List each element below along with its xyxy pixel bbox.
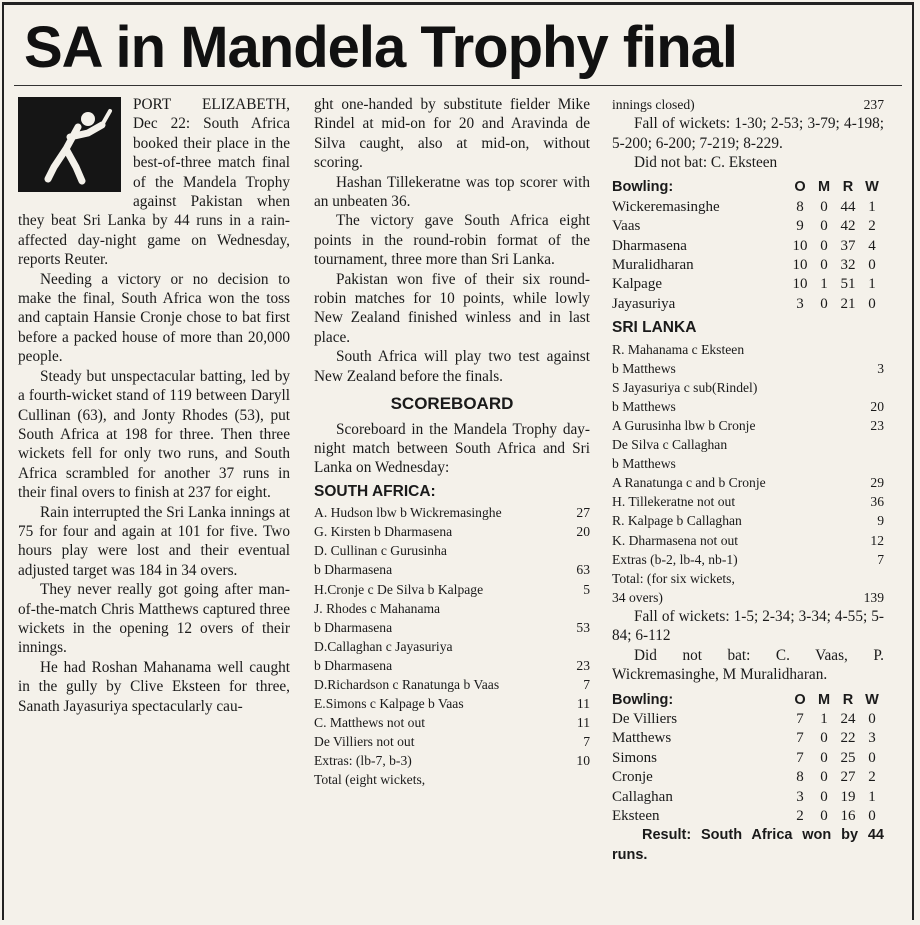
- score-line-runs: 20: [576, 524, 590, 540]
- score-line-runs: 23: [576, 657, 590, 673]
- score-line: [314, 541, 590, 560]
- bowling-figure: 16: [840, 807, 856, 824]
- sa-bowling-table: [612, 691, 884, 827]
- sa-did-not-bat: Did not bat: C. Eksteen: [634, 153, 778, 171]
- bowling-figure: 10: [792, 256, 808, 273]
- bowling-figure: 0: [868, 295, 876, 312]
- bowling-figure: 0: [820, 295, 828, 312]
- score-line: [612, 95, 884, 114]
- sa-total-line: [612, 95, 884, 114]
- score-line: [314, 656, 590, 675]
- score-line-runs: 7: [583, 676, 590, 692]
- score-line: [314, 732, 590, 751]
- score-line-runs: 9: [877, 513, 884, 529]
- bowling-figure: 3: [796, 295, 804, 312]
- bowling-figure: W: [865, 691, 879, 708]
- bowling-figure: 0: [820, 807, 828, 824]
- score-line-text: H.Cronje c De Silva b Kalpage: [314, 581, 484, 597]
- bowling-figure: 0: [820, 237, 828, 254]
- bowling-figure: 0: [868, 749, 876, 766]
- score-line: [314, 618, 590, 637]
- sa-batting-list: [314, 503, 590, 789]
- bowling-header-row: [612, 178, 884, 197]
- bowling-figure: W: [865, 179, 879, 196]
- score-line-text: b Matthews: [612, 456, 676, 472]
- bowling-figure: 4: [868, 237, 876, 254]
- bowler-name: Eksteen: [612, 807, 660, 824]
- sa-fall-of-wickets: Fall of wickets: 1-30; 2-53; 3-79; 4-198; 5-200; 6-200; 7-219; 8-229.: [612, 115, 884, 152]
- score-line: [612, 454, 884, 473]
- paragraph: South Africa will play two test against New Zealand before the finals.: [314, 348, 590, 385]
- bowling-figure: 10: [792, 276, 808, 293]
- bowling-row: [612, 295, 884, 314]
- article-column-2: [314, 95, 590, 790]
- bowling-row: [612, 256, 884, 275]
- score-line: [314, 560, 590, 579]
- sl-did-not-bat: Did not bat: C. Vaas, P. Wickremasinghe, M Muralidharan.: [612, 646, 884, 684]
- score-line-text: E.Simons c Kalpage b Vaas: [314, 696, 464, 712]
- bowling-figure: 0: [868, 710, 876, 727]
- bowler-name: Vaas: [612, 218, 641, 235]
- score-line: [314, 637, 590, 656]
- score-line-runs: 53: [576, 619, 590, 635]
- score-line-text: Extras (b-2, lb-4, nb-1): [612, 551, 738, 567]
- bowling-figure: 7: [796, 749, 804, 766]
- score-line: [314, 675, 590, 694]
- score-line: [314, 713, 590, 732]
- score-line-runs: 11: [576, 696, 590, 712]
- score-line-runs: 23: [870, 417, 884, 433]
- score-line-text: b Dharmasena: [314, 562, 393, 578]
- score-line-runs: 27: [576, 505, 590, 521]
- bowler-name: Bowling:: [612, 691, 674, 708]
- paragraph: The victory gave South Africa eight points in the round-robin format of the tournament, three more than Sri Lanka.: [314, 212, 590, 269]
- bowling-figure: 25: [840, 749, 856, 766]
- score-line: [314, 751, 590, 770]
- cricket-logo-icon: [18, 97, 121, 192]
- bowling-figure: 0: [820, 218, 828, 235]
- bowling-figure: 3: [796, 788, 804, 805]
- bowling-figure: 0: [820, 198, 828, 215]
- score-line-runs: 11: [576, 715, 590, 731]
- score-line-text: Extras: (lb-7, b-3): [314, 753, 412, 769]
- bowling-figure: 44: [840, 198, 856, 215]
- bowling-row: [612, 237, 884, 256]
- bowling-row: [612, 217, 884, 236]
- sl-bowling-table: [612, 178, 884, 314]
- score-line-text: De Villiers not out: [314, 734, 415, 750]
- score-line: [612, 569, 884, 588]
- score-line-text: 34 overs): [612, 589, 663, 605]
- score-line-runs: 63: [576, 562, 590, 578]
- bowling-figure: 8: [796, 769, 804, 786]
- bowling-figure: 1: [868, 788, 876, 805]
- score-line: [612, 588, 884, 607]
- sa-innings-title: SOUTH AFRICA:: [314, 482, 436, 500]
- score-line-text: C. Matthews not out: [314, 715, 426, 731]
- score-line-text: D.Callaghan c Jayasuriya: [314, 638, 453, 654]
- score-line-text: De Silva c Callaghan: [612, 437, 728, 453]
- score-line-text: G. Kirsten b Dharmasena: [314, 524, 453, 540]
- bowling-figure: 42: [840, 218, 856, 235]
- paragraph: Hashan Tillekeratne was top scorer with an unbeaten 36.: [314, 173, 590, 211]
- paragraph: Needing a victory or no decision to make the final, South Africa won the toss and captain Hansie Cronje chose to bat first before a packed house of more than 20,000 people.: [18, 270, 290, 366]
- bowling-figure: 1: [868, 276, 876, 293]
- score-line: [612, 531, 884, 550]
- scoreboard-intro: Scoreboard in the Mandela Trophy day-night match between South Africa and Sri Lanka on Wednesday:: [314, 420, 590, 477]
- bowling-figure: 24: [840, 710, 856, 727]
- bowling-figure: 0: [868, 256, 876, 273]
- score-line-text: b Matthews: [612, 360, 676, 376]
- score-line-text: D. Cullinan c Gurusinha: [314, 543, 447, 559]
- paragraph: He had Roshan Mahanama well caught in the gully by Clive Eksteen for three, Sanath Jayasuriya spectacularly cau-: [18, 658, 290, 715]
- bowling-figure: 21: [840, 295, 856, 312]
- bowling-figure: 9: [796, 218, 804, 235]
- score-line-runs: 139: [863, 589, 884, 605]
- bowling-figure: 37: [840, 237, 856, 254]
- score-line: [314, 770, 590, 789]
- score-line-runs: 7: [583, 734, 590, 750]
- bowling-figure: 0: [868, 807, 876, 824]
- paragraph: PORT ELIZABETH, Dec 22: South Africa booked their place in the best-of-three match final of the Mandela Trophy against Pakistan when they beat Sri Lanka by 44 runs in a rain-affected day-night game on Wednesday, reports Reuter.: [18, 96, 290, 269]
- bowling-figure: M: [817, 179, 831, 196]
- bowling-figure: 0: [820, 769, 828, 786]
- score-line-text: A Ranatunga c and b Cronje: [612, 475, 766, 491]
- headline-rule: [14, 85, 902, 86]
- score-line-text: A. Hudson lbw b Wickremasinghe: [314, 505, 502, 521]
- sl-batting-list: [612, 340, 884, 607]
- score-line-runs: 20: [870, 398, 884, 414]
- score-line: [314, 503, 590, 522]
- score-line-text: D.Richardson c Ranatunga b Vaas: [314, 676, 500, 692]
- newspaper-clipping: [2, 2, 914, 920]
- bowler-name: Cronje: [612, 769, 653, 786]
- score-line-text: A Gurusinha lbw b Cronje: [612, 417, 756, 433]
- bowling-figure: 2: [868, 769, 876, 786]
- paragraph: Pakistan won five of their six round-robin matches for 10 points, while lowly New Zealand finished winless and in last place.: [314, 270, 590, 346]
- bowling-figure: O: [794, 179, 806, 196]
- score-line-text: b Matthews: [612, 398, 676, 414]
- score-line-text: b Dharmasena: [314, 657, 393, 673]
- score-line: [314, 599, 590, 618]
- bowling-figure: 0: [820, 749, 828, 766]
- score-line-text: R. Kalpage b Callaghan: [612, 513, 742, 529]
- score-line-text: innings closed): [612, 97, 695, 112]
- bowling-figure: 7: [796, 710, 804, 727]
- bowling-figure: 3: [868, 730, 876, 747]
- headline: SA in Mandela Trophy final: [24, 15, 738, 80]
- score-line: [612, 473, 884, 492]
- score-line: [612, 378, 884, 397]
- score-line: [612, 435, 884, 454]
- score-line-runs: 237: [863, 97, 884, 112]
- bowling-figure: 7: [796, 730, 804, 747]
- score-line: [612, 340, 884, 359]
- bowling-figure: 1: [820, 276, 828, 293]
- bowler-name: Wickeremasinghe: [612, 198, 720, 215]
- bowler-name: Muralidharan: [612, 256, 694, 273]
- score-line-text: b Dharmasena: [314, 619, 393, 635]
- score-line-text: J. Rhodes c Mahanama: [314, 600, 441, 616]
- bowler-name: Bowling:: [612, 179, 674, 196]
- bowling-header-row: [612, 691, 884, 710]
- bowler-name: De Villiers: [612, 710, 678, 727]
- bowling-figure: M: [817, 691, 831, 708]
- bowling-row: [612, 275, 884, 294]
- score-line: [612, 359, 884, 378]
- bowler-name: Matthews: [612, 730, 672, 747]
- bowling-figure: 1: [868, 198, 876, 215]
- score-line: [314, 522, 590, 541]
- score-line-runs: 7: [877, 551, 884, 567]
- bowling-figure: R: [842, 179, 854, 196]
- sl-fall-of-wickets: Fall of wickets: 1-5; 2-34; 3-34; 4-55; 5-84; 6-112: [612, 607, 884, 645]
- score-line-runs: 12: [870, 532, 884, 548]
- bowler-name: Callaghan: [612, 788, 673, 805]
- score-line-runs: 3: [877, 360, 884, 376]
- bowling-figure: R: [842, 691, 854, 708]
- bowling-row: [612, 807, 884, 826]
- score-line-text: S Jayasuriya c sub(Rindel): [612, 379, 758, 395]
- score-line-runs: 10: [576, 753, 590, 769]
- bowling-figure: 0: [820, 256, 828, 273]
- bowling-figure: 51: [840, 276, 856, 293]
- bowling-figure: 0: [820, 730, 828, 747]
- bowler-name: Jayasuriya: [612, 295, 676, 312]
- bowling-figure: 8: [796, 198, 804, 215]
- score-line: [612, 397, 884, 416]
- bowling-figure: 27: [840, 769, 856, 786]
- bowling-figure: O: [794, 691, 806, 708]
- sl-innings-title: SRI LANKA: [612, 319, 697, 337]
- score-line: [612, 550, 884, 569]
- score-line: [314, 694, 590, 713]
- bowling-row: [612, 788, 884, 807]
- score-line-text: K. Dharmasena not out: [612, 532, 739, 548]
- paragraph: They never really got going after man-of-the-match Chris Matthews captured three wickets in the opening 12 overs of their innings.: [18, 581, 290, 657]
- bowling-figure: 32: [840, 256, 856, 273]
- score-line-runs: 29: [870, 475, 884, 491]
- score-line-text: Total: (for six wickets,: [612, 570, 735, 586]
- bowling-row: [612, 749, 884, 768]
- score-line: [612, 511, 884, 530]
- bowling-figure: 0: [820, 788, 828, 805]
- paragraph: ght one-handed by substitute fielder Mike Rindel at mid-on for 20 and Aravinda de Silva caught, also at mid-on, without scoring.: [314, 96, 590, 172]
- bowler-name: Dharmasena: [612, 237, 687, 254]
- bowling-figure: 2: [796, 807, 804, 824]
- score-line-text: R. Mahanama c Eksteen: [612, 341, 745, 357]
- bowling-figure: 22: [840, 730, 856, 747]
- bowling-row: [612, 729, 884, 748]
- paragraph: Steady but unspectacular batting, led by a fourth-wicket stand of 119 between Daryll Cullinan (63), and Jonty Rhodes (53), put South Africa at 198 for three. Then three wickets fell for only two runs, and South Africa scrambled for another 37 runs in their final overs to finish at 237 for eight.: [18, 367, 290, 502]
- score-line-runs: 36: [870, 494, 884, 510]
- score-line-text: H. Tillekeratne not out: [612, 494, 736, 510]
- score-line: [612, 492, 884, 511]
- score-line-runs: 5: [583, 581, 590, 597]
- score-line: [314, 580, 590, 599]
- bowler-name: Simons: [612, 749, 658, 766]
- bowling-row: [612, 710, 884, 729]
- bowling-figure: 1: [820, 710, 828, 727]
- bowler-name: Kalpage: [612, 276, 662, 293]
- paragraph: Rain interrupted the Sri Lanka innings at 75 for four and again at 101 for five. Two hours play were lost and their eventual adjusted target was 184 in 34 overs.: [18, 503, 290, 579]
- bowling-figure: 10: [792, 237, 808, 254]
- match-result: Result: South Africa won by 44 runs.: [612, 827, 884, 863]
- bowling-row: [612, 198, 884, 217]
- bowling-figure: 2: [868, 218, 876, 235]
- score-line: [612, 416, 884, 435]
- scoreboard-title: SCOREBOARD: [390, 394, 514, 414]
- score-line-text: Total (eight wickets,: [314, 772, 426, 788]
- bowling-row: [612, 768, 884, 787]
- article-column-3: [612, 95, 884, 865]
- article-column-1: [18, 95, 290, 716]
- bowling-figure: 19: [840, 788, 856, 805]
